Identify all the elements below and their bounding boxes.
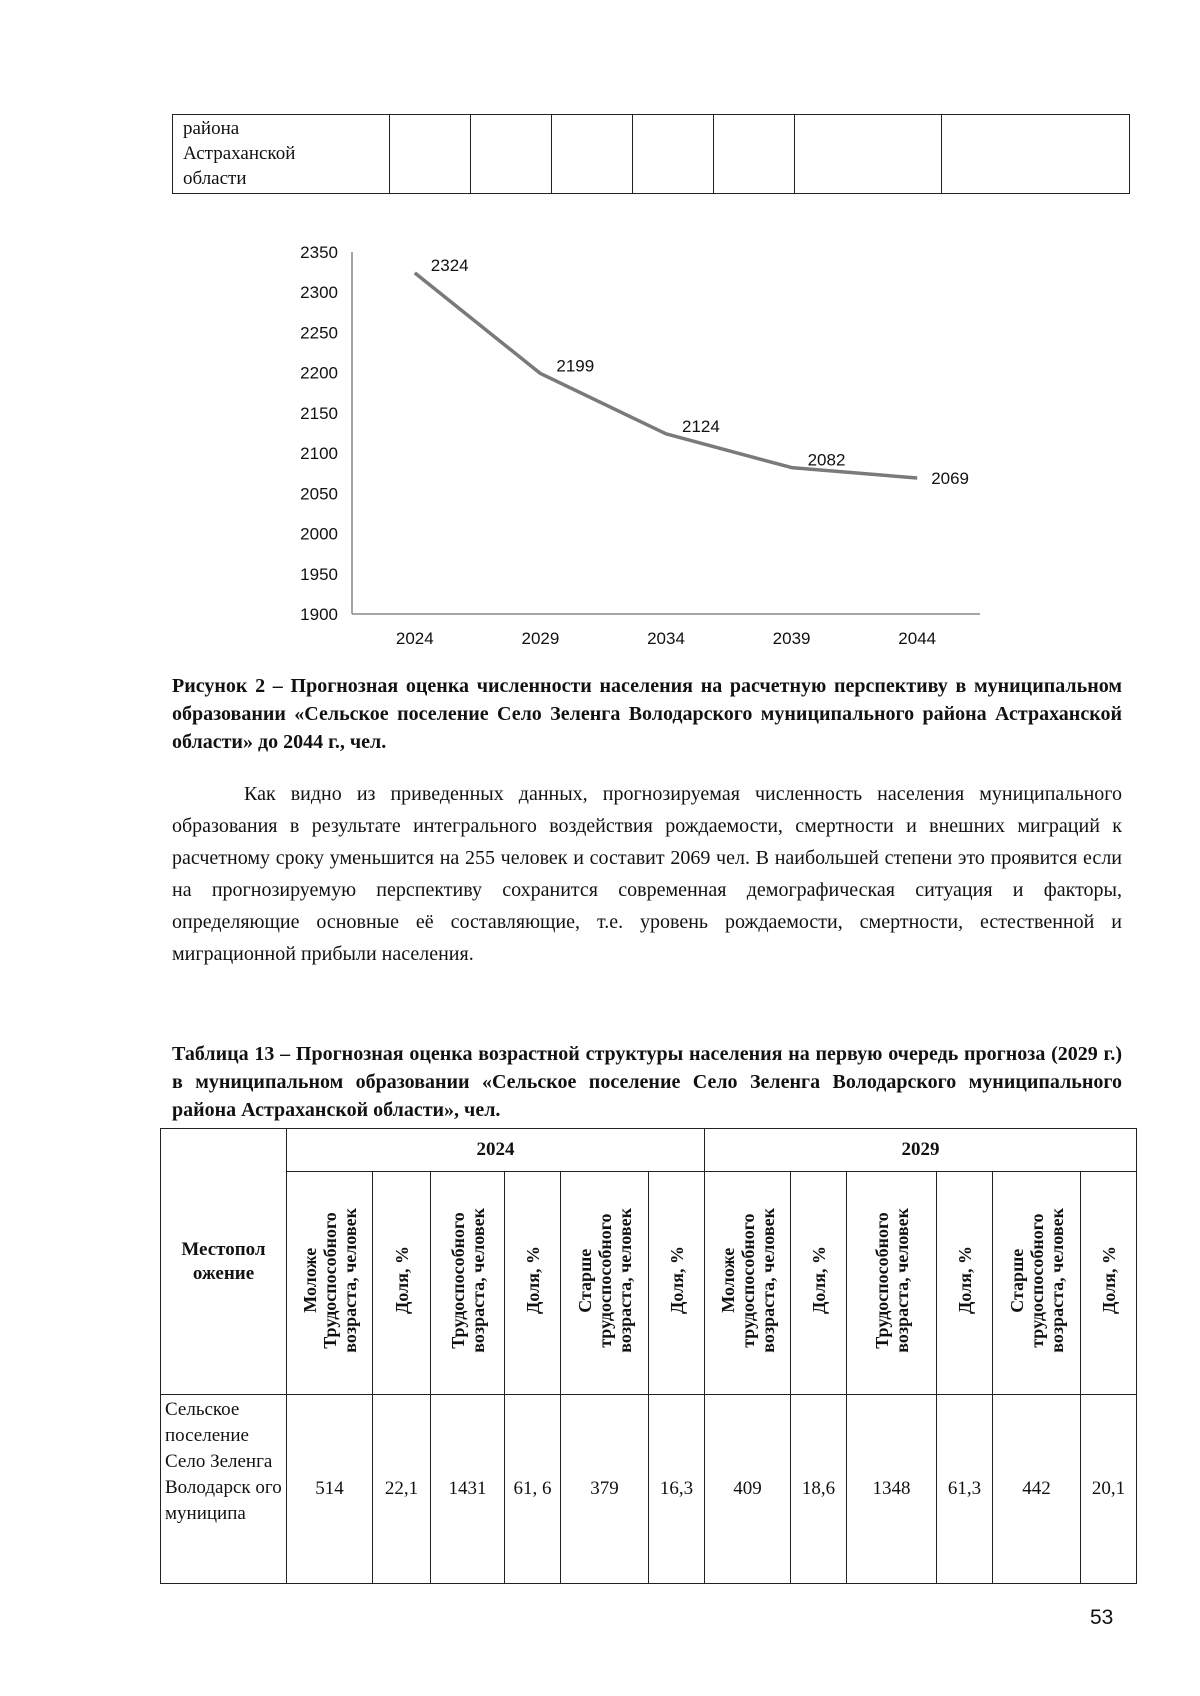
y-tick-label: 1900 <box>300 605 338 624</box>
empty-cell <box>942 115 1130 194</box>
column-header: Доля, % <box>373 1172 431 1395</box>
column-header: Доля, % <box>791 1172 847 1395</box>
region-cell <box>173 115 390 194</box>
value-cell: 22,1 <box>373 1395 431 1584</box>
column-header: Моложе трудоспособного возраста, человек <box>705 1172 791 1395</box>
y-tick-label: 2200 <box>300 363 338 383</box>
data-label: 2069 <box>931 469 970 489</box>
data-label: 2199 <box>556 356 595 376</box>
y-tick-label: 2100 <box>300 444 338 464</box>
data-label: 2324 <box>430 255 469 275</box>
body-paragraph: Как видно из приведенных данных, прогнозируемая численность населения муниципального образования в результате интегрального воздействия рождаемости, смертности и внешних миграций к расчетному сроку уменьшится на 255 человек и составит 2069 чел. В наибольшей степени это проявится если на прогнозируемую перспективу сохранится современная демографическая ситуация и факторы, определяющие основные её составляющие, т.е. уровень рождаемости, смертности, естественной и миграционной прибыли населения. <box>172 783 1122 965</box>
value-cell: 16,3 <box>649 1395 705 1584</box>
column-header: Старше трудоспособного возраста, человек <box>993 1172 1081 1395</box>
x-tick-label: 2034 <box>647 629 685 648</box>
table-header-row <box>161 1129 1137 1172</box>
value-cell: 1431 <box>431 1395 505 1584</box>
empty-cell <box>471 115 552 194</box>
y-tick-label: 2250 <box>300 323 338 343</box>
value-cell: 20,1 <box>1081 1395 1137 1584</box>
value-cell: 379 <box>561 1395 649 1584</box>
empty-cell <box>795 115 942 194</box>
year-header: 2029 <box>705 1129 1137 1172</box>
column-header: Трудоспособного возраста, человек <box>847 1172 937 1395</box>
column-header: Трудоспособного возраста, человек <box>431 1172 505 1395</box>
empty-cell <box>390 115 471 194</box>
y-tick-label: 2350 <box>300 243 338 262</box>
value-cell: 442 <box>993 1395 1081 1584</box>
data-label: 2124 <box>682 416 720 436</box>
location-cell: Сельское поселение Село Зеленга Володарск ого муниципа <box>161 1395 287 1584</box>
value-cell: 1348 <box>847 1395 937 1584</box>
age-structure-table <box>160 1128 1137 1584</box>
empty-cell <box>714 115 795 194</box>
value-cell: 514 <box>287 1395 373 1584</box>
region-line: Астраханской <box>183 143 296 164</box>
column-header: Доля, % <box>1081 1172 1137 1395</box>
y-tick-label: 2150 <box>300 403 338 423</box>
column-header: Доля, % <box>937 1172 993 1395</box>
figure-caption: Рисунок 2 – Прогнозная оценка численности населения на расчетную перспективу в муниципальном образовании «Сельское поселение Село Зеленга Володарского муниципального района Астраханской области» до 2044 г., чел. <box>172 675 1122 753</box>
y-tick-label: 2300 <box>300 283 338 303</box>
location-header: Местопол ожение <box>161 1129 287 1395</box>
value-cell: 61, 6 <box>505 1395 561 1584</box>
value-cell: 61,3 <box>937 1395 993 1584</box>
y-axis-ticks <box>300 243 338 624</box>
y-tick-label: 2050 <box>300 484 338 504</box>
page-number: 53 <box>1090 1606 1114 1629</box>
continued-table-fragment <box>172 114 1130 194</box>
population-series-line <box>415 273 917 478</box>
value-cell: 18,6 <box>791 1395 847 1584</box>
year-header: 2024 <box>287 1129 705 1172</box>
y-tick-label: 2000 <box>300 524 338 544</box>
x-tick-label: 2044 <box>898 629 937 648</box>
data-labels <box>431 256 969 488</box>
data-label: 2082 <box>807 450 846 470</box>
value-cell: 409 <box>705 1395 791 1584</box>
region-line: района <box>183 118 240 139</box>
column-header: Старше трудоспособного возраста, человек <box>561 1172 649 1395</box>
table-subheader-row <box>161 1172 1137 1395</box>
empty-cell <box>552 115 633 194</box>
x-tick-label: 2029 <box>521 629 560 648</box>
table-caption: Таблица 13 – Прогнозная оценка возрастной структуры населения на первую очередь прогноза (2029 г.) в муниципальном образовании «Сельское поселение Село Зеленга Володарского муниципального района Астраханской области», чел. <box>172 1043 1122 1121</box>
x-axis-ticks <box>396 629 936 648</box>
column-header: Доля, % <box>505 1172 561 1395</box>
table-row <box>161 1395 1137 1584</box>
empty-cell <box>633 115 714 194</box>
population-line-chart <box>260 236 1040 656</box>
x-tick-label: 2024 <box>395 629 434 648</box>
region-line: области <box>183 168 247 189</box>
x-tick-label: 2039 <box>772 629 811 648</box>
y-tick-label: 1950 <box>300 564 338 584</box>
column-header: Доля, % <box>649 1172 705 1395</box>
column-header: Моложе Трудоспособного возраста, человек <box>287 1172 373 1395</box>
